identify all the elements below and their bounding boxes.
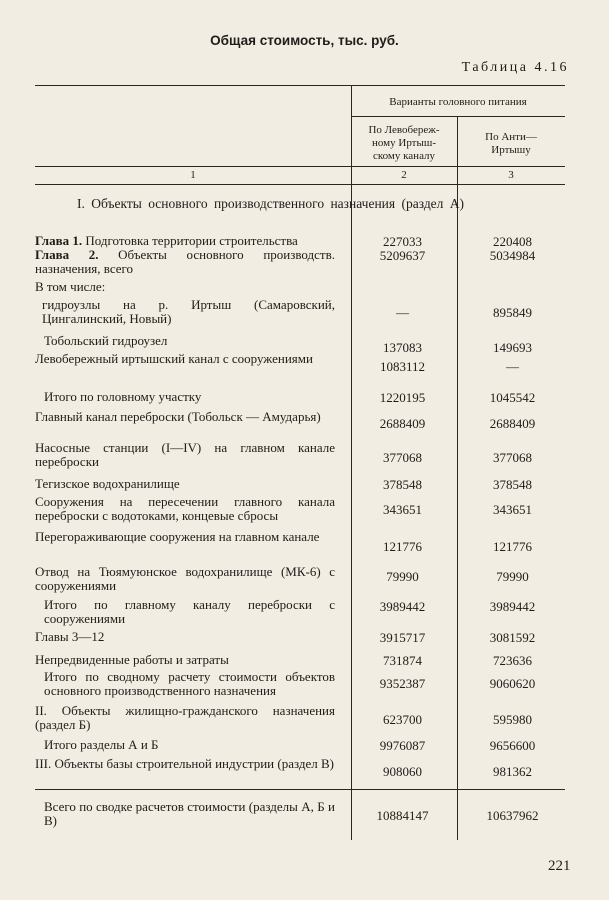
header-top-rule bbox=[35, 85, 565, 86]
row-label-text: Главный канал переброски (Тобольск — Амударья) bbox=[35, 409, 321, 424]
row-label-text: II. Объекты жилищно-гражданского назначения (раздел Б) bbox=[35, 703, 335, 732]
row-label bbox=[35, 248, 335, 276]
value-left-bank-canal: — bbox=[396, 305, 409, 320]
value-left-bank-canal: 1220195 bbox=[379, 390, 426, 405]
row-label bbox=[35, 565, 335, 593]
col-divider-2 bbox=[457, 116, 458, 840]
page-number: 221 bbox=[548, 858, 571, 874]
row-label-text: Объекты основного производств. назначения, всего bbox=[35, 247, 335, 276]
value-anti-irtysh: 79990 bbox=[496, 569, 529, 584]
table-label: Таблица 4.16 bbox=[461, 60, 569, 75]
row-label-text: Итого по головному участку bbox=[44, 389, 202, 404]
value-anti-irtysh: 981362 bbox=[493, 764, 532, 779]
row-chapter-prefix: Глава 1. bbox=[35, 233, 83, 248]
row-label-text: Главы 3—12 bbox=[35, 629, 105, 644]
row-label bbox=[35, 410, 335, 424]
value-left-bank-canal: 5209637 bbox=[379, 248, 426, 263]
value-left-bank-canal: 343651 bbox=[383, 502, 422, 517]
row-label-text: Тегизское водохранилище bbox=[35, 476, 180, 491]
value-left-bank-canal: 9352387 bbox=[379, 676, 426, 691]
value-left-bank-canal: 227033 bbox=[383, 234, 422, 249]
row-label-text: III. Объекты базы строительной индустрии (раздел В) bbox=[35, 756, 334, 771]
row-label bbox=[35, 757, 335, 771]
row-label-text: Перегораживающие сооружения на главном канале bbox=[35, 529, 320, 544]
row-label bbox=[42, 298, 335, 326]
row-label-text: Непредвиденные работы и затраты bbox=[35, 652, 229, 667]
row-label bbox=[35, 352, 335, 366]
header-group-rule bbox=[351, 116, 565, 117]
value-left-bank-canal: 908060 bbox=[383, 764, 422, 779]
row-label bbox=[35, 530, 335, 544]
row-label bbox=[35, 630, 335, 644]
row-label-text: Итого по главному каналу переброски с сооружениями bbox=[44, 597, 335, 626]
value-left-bank-canal: 2688409 bbox=[379, 416, 426, 431]
row-label-text: Всего по сводке расчетов стоимости (разделы А, Б и В) bbox=[44, 799, 335, 828]
value-left-bank-canal: 121776 bbox=[383, 539, 422, 554]
row-label bbox=[44, 334, 335, 348]
header-col2: По Левобереж- ному Иртыш- скому каналу bbox=[368, 124, 440, 162]
value-anti-irtysh: 377068 bbox=[493, 450, 532, 465]
row-label-text: Подготовка территории строительства bbox=[85, 233, 298, 248]
value-anti-irtysh: 723636 bbox=[493, 653, 532, 668]
colnum-bottom-rule bbox=[35, 184, 565, 185]
value-anti-irtysh: — bbox=[506, 359, 519, 374]
value-left-bank-canal: 1083112 bbox=[379, 359, 426, 374]
header-group-label: Варианты головного питания bbox=[389, 96, 527, 108]
row-label bbox=[35, 495, 335, 523]
section-title: I. Объекты основного производственного назначения (раздел А) bbox=[77, 196, 465, 211]
value-left-bank-canal: 731874 bbox=[383, 653, 422, 668]
row-label-text: Сооружения на пересечении главного канала переброски с водотоками, концевые сбросы bbox=[35, 494, 335, 523]
row-label bbox=[35, 280, 335, 294]
row-label-text: Тобольский гидроузел bbox=[44, 333, 168, 348]
value-left-bank-canal: 137083 bbox=[383, 340, 422, 355]
value-left-bank-canal: 3915717 bbox=[379, 630, 426, 645]
row-label-text: Насосные станции (I—IV) на главном канале переброски bbox=[35, 440, 335, 469]
value-anti-irtysh: 220408 bbox=[493, 234, 532, 249]
value-anti-irtysh: 1045542 bbox=[489, 390, 536, 405]
value-anti-irtysh: 378548 bbox=[493, 477, 532, 492]
value-anti-irtysh: 3081592 bbox=[489, 630, 536, 645]
row-label-text: Отвод на Тюямуюнское водохранилище (МК-6) с сооружениями bbox=[35, 564, 335, 593]
value-left-bank-canal: 623700 bbox=[383, 712, 422, 727]
row-label-text: Итого по сводному расчету стоимости объектов основного производственного назначения bbox=[44, 669, 335, 698]
header-col3: По Анти— Иртышу bbox=[485, 131, 537, 156]
value-anti-irtysh: 2688409 bbox=[489, 416, 536, 431]
colnum-1: 1 bbox=[190, 169, 196, 181]
row-label bbox=[35, 704, 335, 732]
table-title: Общая стоимость, тыс. руб. bbox=[210, 33, 399, 48]
row-label bbox=[44, 670, 335, 698]
row-label bbox=[44, 738, 335, 752]
value-anti-irtysh: 121776 bbox=[493, 539, 532, 554]
value-left-bank-canal: 377068 bbox=[383, 450, 422, 465]
value-left-bank-canal: 10884147 bbox=[376, 808, 429, 823]
row-label bbox=[44, 390, 335, 404]
header-bottom-rule bbox=[35, 166, 565, 167]
value-left-bank-canal: 378548 bbox=[383, 477, 422, 492]
total-top-rule bbox=[35, 789, 565, 790]
row-chapter-prefix: Глава 2. bbox=[35, 247, 99, 262]
row-label bbox=[35, 653, 335, 667]
value-left-bank-canal: 9976087 bbox=[379, 738, 426, 753]
row-label-text: гидроузлы на р. Иртыш (Самаровский, Цингалинский, Новый) bbox=[42, 297, 335, 326]
value-left-bank-canal: 3989442 bbox=[379, 599, 426, 614]
row-label bbox=[35, 477, 335, 491]
value-anti-irtysh: 149693 bbox=[493, 340, 532, 355]
row-label-text: Левобережный иртышский канал с сооружениями bbox=[35, 351, 313, 366]
value-anti-irtysh: 895849 bbox=[493, 305, 532, 320]
row-label bbox=[35, 441, 335, 469]
value-anti-irtysh: 595980 bbox=[493, 712, 532, 727]
value-anti-irtysh: 10637962 bbox=[486, 808, 539, 823]
row-label-text: В том числе: bbox=[35, 279, 106, 294]
row-label-text: Итого разделы А и Б bbox=[44, 737, 159, 752]
colnum-2: 2 bbox=[401, 169, 407, 181]
colnum-3: 3 bbox=[508, 169, 514, 181]
row-label bbox=[35, 234, 335, 248]
row-label bbox=[44, 598, 335, 626]
value-anti-irtysh: 343651 bbox=[493, 502, 532, 517]
value-left-bank-canal: 79990 bbox=[386, 569, 419, 584]
row-label bbox=[44, 800, 335, 828]
value-anti-irtysh: 9060620 bbox=[489, 676, 536, 691]
value-anti-irtysh: 5034984 bbox=[489, 248, 536, 263]
value-anti-irtysh: 3989442 bbox=[489, 599, 536, 614]
value-anti-irtysh: 9656600 bbox=[489, 738, 536, 753]
